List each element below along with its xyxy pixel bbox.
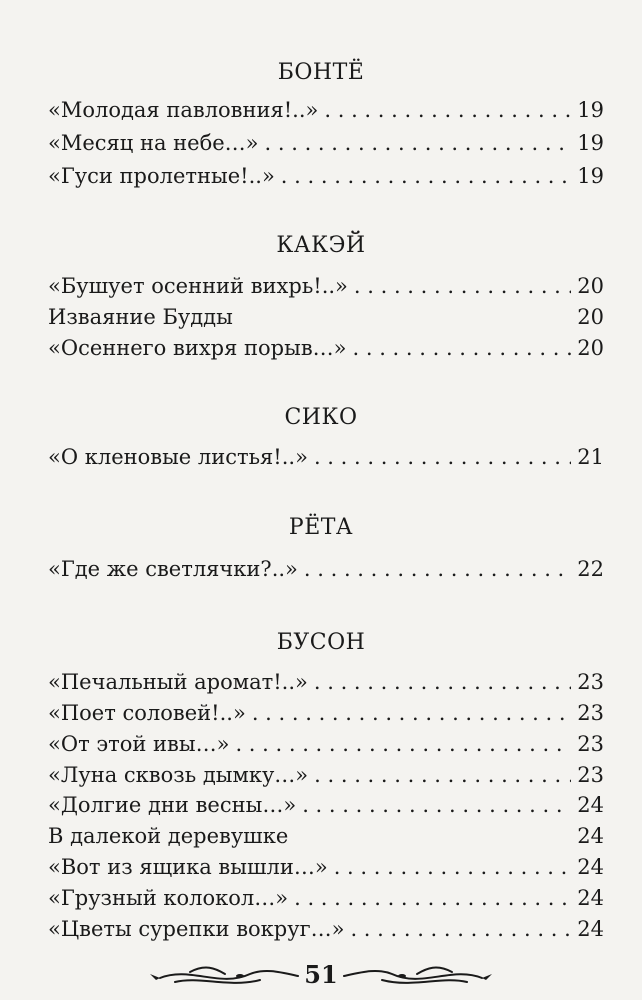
dot-leader [334,855,572,879]
dot-leader [235,732,571,756]
toc-entry [48,131,604,161]
dot-leader [353,336,572,360]
toc-entry [48,886,604,916]
entry-page: 20 [577,336,604,360]
toc-entry [48,793,604,823]
entry-page: 24 [577,824,604,848]
entry-page: 23 [577,701,604,725]
entry-page: 24 [577,917,604,941]
entry-title: «Долгие дни весны…» [48,793,297,817]
entry-page: 20 [577,274,604,298]
entry-title: «Бушует осенний вихрь!..» [48,274,348,298]
dot-leader [324,98,571,122]
toc-entry [48,557,604,587]
entry-title: «Поет соловей!..» [48,701,246,725]
entry-page: 24 [577,793,604,817]
toc-entry [48,855,604,885]
entry-page: 20 [577,305,604,329]
toc-entry [48,732,604,762]
entry-title: «Грузный колокол…» [48,886,289,910]
entry-page: 23 [577,732,604,756]
author-heading-bonte: БОНТЁ [277,60,365,85]
entry-page: 22 [577,557,604,581]
toc-entry [48,917,604,947]
entry-page: 23 [577,670,604,694]
author-heading-siko: СИКО [284,405,358,430]
dot-leader [294,886,571,910]
toc-entry [48,670,604,700]
toc-entry [48,98,604,128]
author-heading-ryota: РЁТА [288,515,354,540]
toc-entry [48,763,604,793]
entry-page: 19 [577,131,604,155]
entry-title: «Месяц на небе…» [48,131,259,155]
entry-title: «Цветы сурепки вокруг…» [48,917,345,941]
entry-page: 19 [577,164,604,188]
entry-title: Изваяние Будды [48,305,233,329]
author-heading-buson: БУСОН [276,630,366,655]
entry-page: 24 [577,886,604,910]
entry-title: «Печальный аромат!..» [48,670,308,694]
entry-title: В далекой деревушке [48,824,289,848]
toc-entry [48,701,604,731]
entry-title: «О кленовые листья!..» [48,445,308,469]
toc-entry [48,445,604,475]
dot-leader [281,164,571,188]
entry-title: «Луна сквозь дымку…» [48,763,309,787]
entry-page: 24 [577,855,604,879]
entry-page: 23 [577,763,604,787]
toc-entry [48,305,604,335]
toc-entry [48,164,604,194]
dot-leader [252,701,571,725]
entry-title: «Где же светлячки?..» [48,557,298,581]
dot-leader [314,763,571,787]
dot-leader [302,793,571,817]
page-footer [0,958,642,994]
dot-leader [304,557,571,581]
toc-entry [48,824,604,854]
dot-leader [350,917,571,941]
entry-title: «Гуси пролетные!..» [48,164,275,188]
dot-leader [314,445,571,469]
entry-title: «Вот из ящика вышли…» [48,855,328,879]
dot-leader [314,670,571,694]
entry-title: «Осеннего вихря порыв…» [48,336,347,360]
dot-leader [265,131,572,155]
entry-title: «От этой ивы…» [48,732,230,756]
dot-leader [354,274,571,298]
entry-title: «Молодая павловния!..» [48,98,319,122]
toc-entry [48,336,604,366]
entry-page: 21 [577,445,604,469]
toc-entry [48,274,604,304]
entry-page: 19 [577,98,604,122]
page-number: 51 [304,960,338,989]
author-heading-kakei: КАКЭЙ [276,233,366,258]
